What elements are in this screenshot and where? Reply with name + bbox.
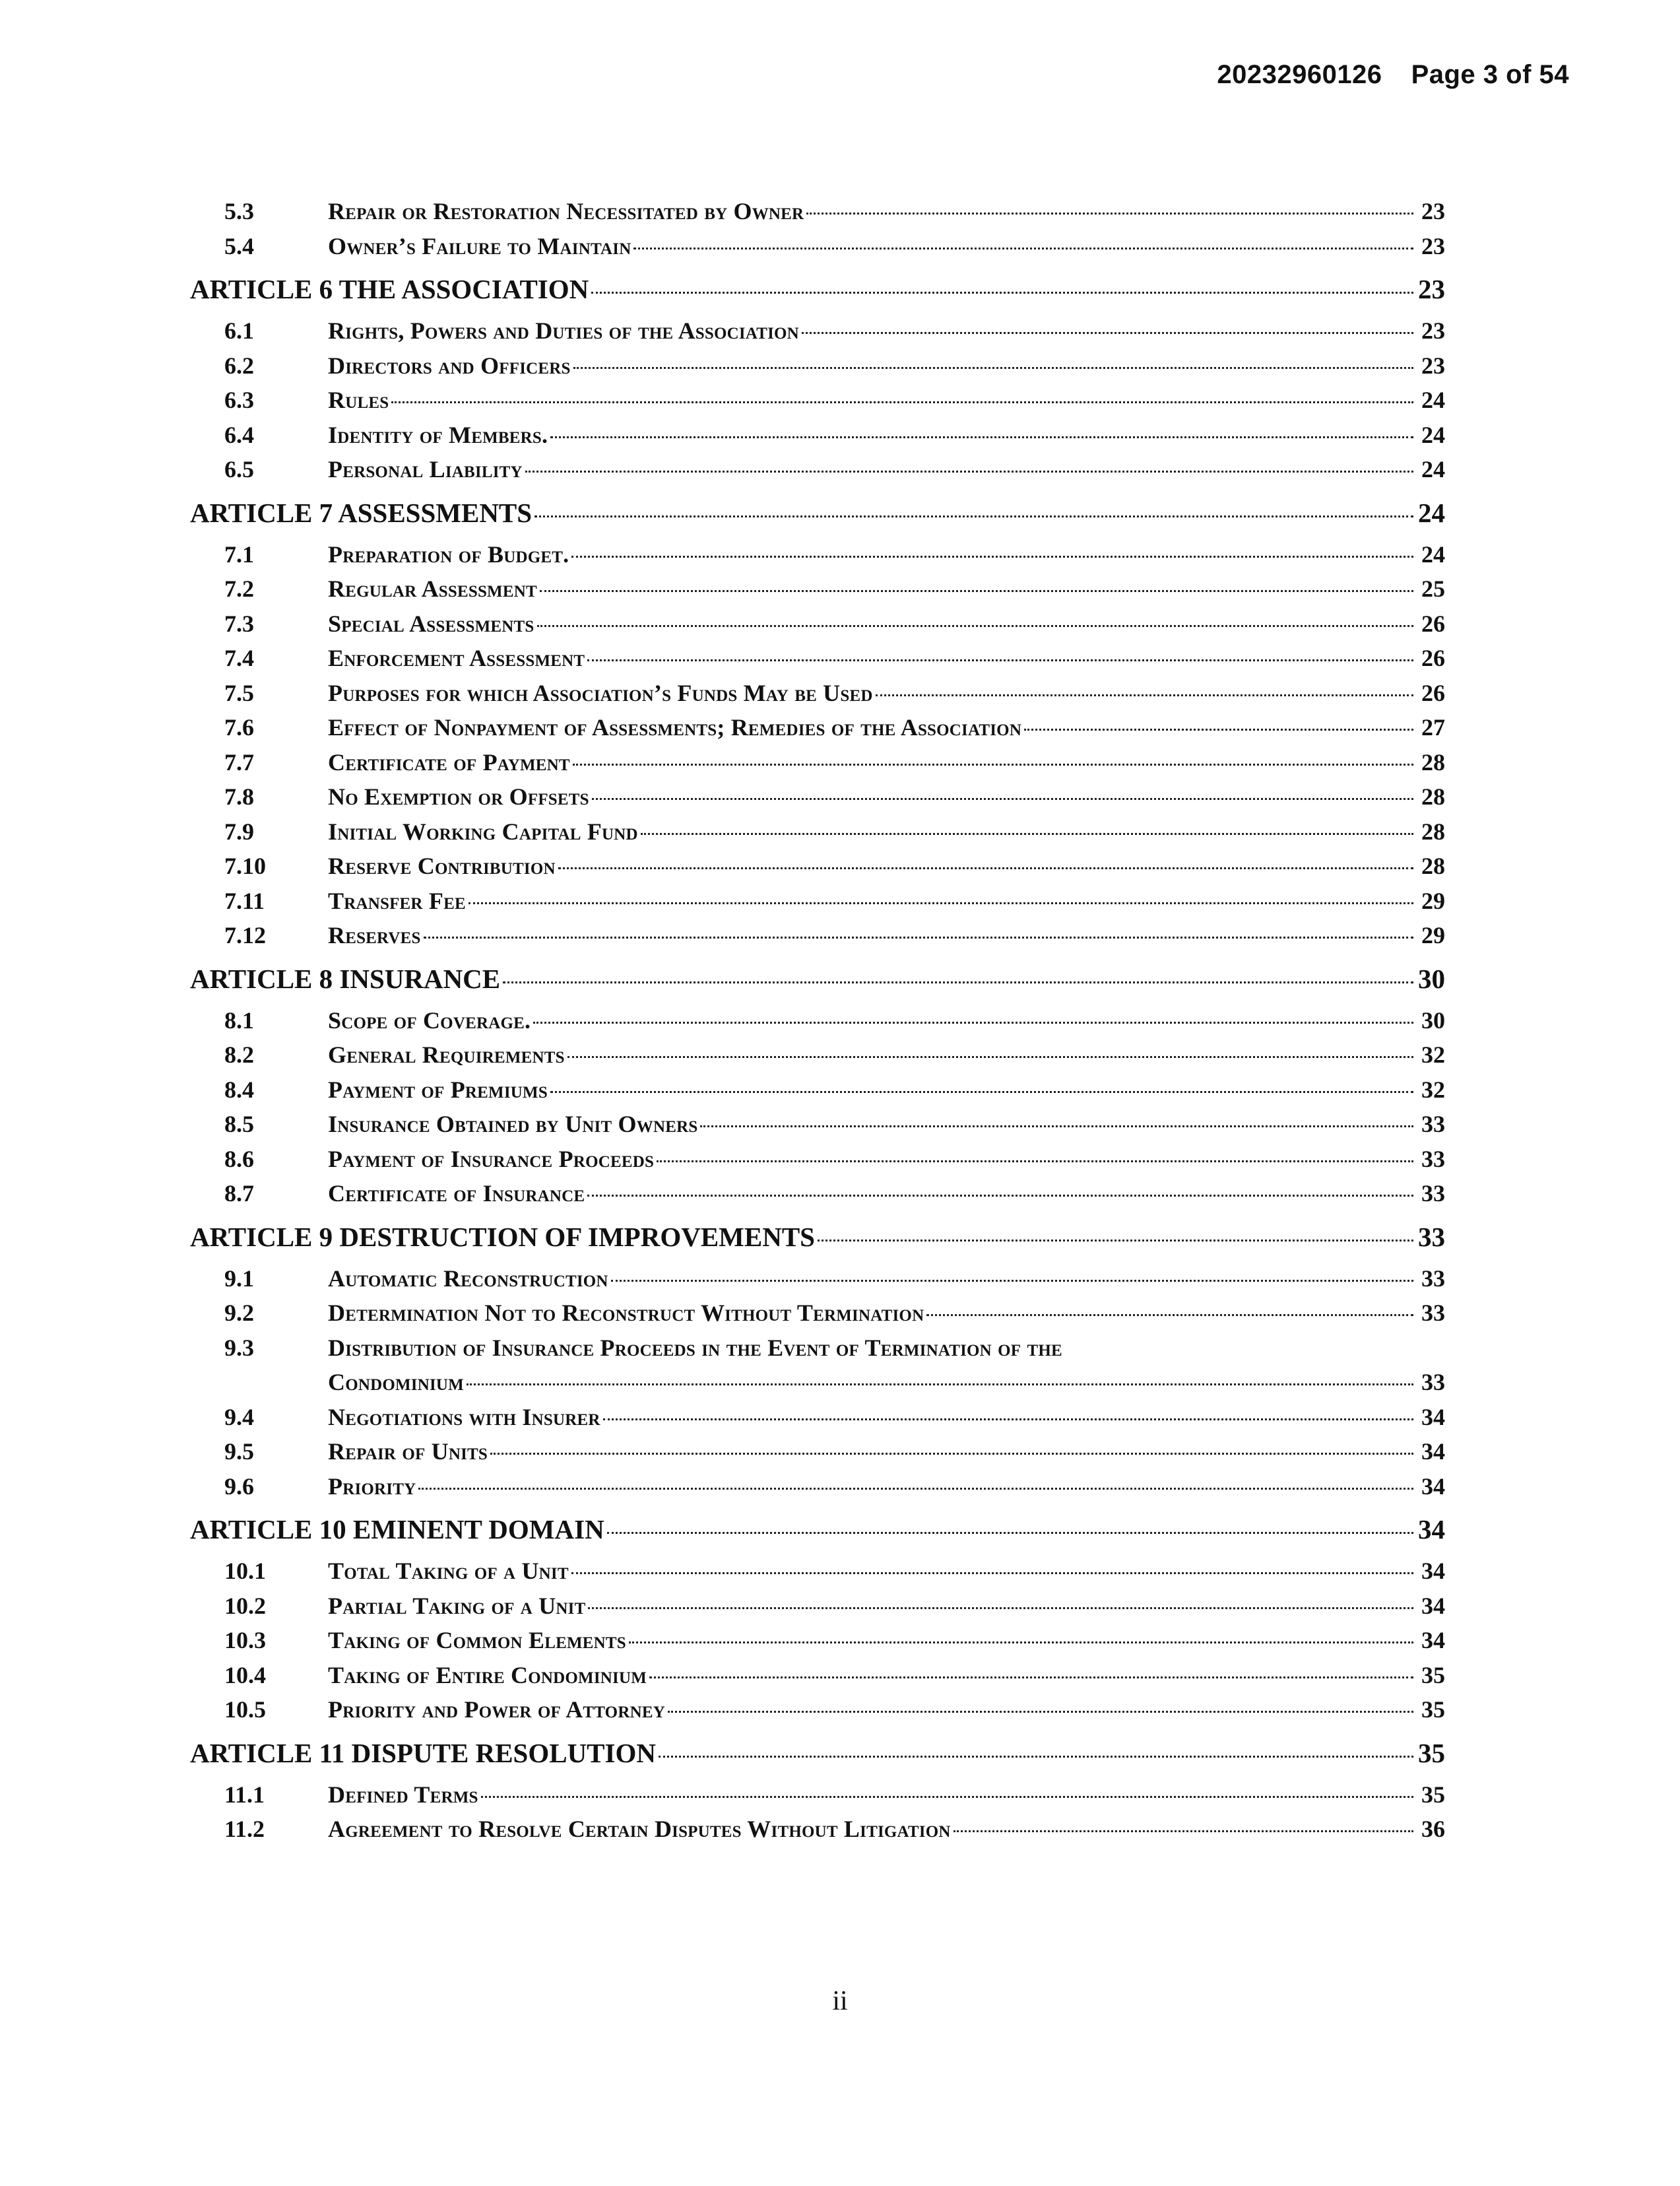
section-number: 7.2 <box>224 576 254 602</box>
toc-section-entry[interactable] <box>190 1296 1445 1331</box>
section-number: 7.8 <box>224 783 254 810</box>
section-page-number: 34 <box>1421 1403 1445 1430</box>
section-title: Agreement to Resolve Certain Disputes Without Litigation <box>328 1816 951 1842</box>
section-page-number: 23 <box>1421 232 1445 259</box>
dot-leader <box>668 1711 1413 1713</box>
toc-section-entry[interactable] <box>190 314 1445 348</box>
toc-section-entry[interactable] <box>190 1261 1445 1296</box>
section-title: Regular Assessment <box>328 576 537 602</box>
section-title: Scope of Coverage. <box>328 1007 531 1034</box>
toc-section-entry[interactable] <box>190 1400 1445 1435</box>
section-title: Reserve Contribution <box>328 853 556 879</box>
section-title: Distribution of Insurance Proceeds in the Event of Termination of the <box>328 1334 1062 1361</box>
section-number: 5.4 <box>224 232 254 259</box>
page-footer <box>0 1985 1680 2017</box>
section-number: 7.9 <box>224 818 254 845</box>
section-title: Automatic Reconstruction <box>328 1265 608 1292</box>
section-title: Payment of Insurance Proceeds <box>328 1145 655 1172</box>
dot-leader <box>490 1453 1413 1455</box>
section-title: Insurance Obtained by Unit Owners <box>328 1111 698 1137</box>
section-page-number: 26 <box>1421 679 1445 706</box>
toc-section-entry[interactable] <box>190 537 1445 572</box>
section-page-number: 23 <box>1421 198 1445 224</box>
section-page-number: 28 <box>1421 748 1445 776</box>
section-number: 8.4 <box>224 1076 254 1103</box>
section-title: Reserves <box>328 922 421 948</box>
dot-leader <box>802 332 1413 334</box>
toc-section-entry[interactable] <box>190 1107 1445 1142</box>
dot-leader <box>588 1607 1413 1609</box>
toc-section-entry[interactable] <box>190 1176 1445 1211</box>
section-title: Priority and Power of Attorney <box>328 1696 665 1723</box>
section-title: Personal Liability <box>328 456 523 482</box>
section-title: Preparation of Budget. <box>328 541 569 568</box>
section-number: 6.5 <box>224 456 254 482</box>
section-number: 7.7 <box>224 748 254 776</box>
section-page-number: 34 <box>1421 1558 1445 1584</box>
section-number: 10.2 <box>224 1592 266 1619</box>
toc-section-entry[interactable] <box>190 1142 1445 1177</box>
dot-leader <box>537 625 1414 627</box>
article-title: ARTICLE 7 ASSESSMENTS <box>190 497 533 528</box>
dot-leader <box>391 401 1413 403</box>
section-title: Certificate of Insurance <box>328 1180 585 1207</box>
section-number: 5.3 <box>224 198 254 224</box>
section-page-number: 34 <box>1421 1592 1445 1619</box>
dot-leader <box>641 833 1413 835</box>
section-title: Certificate of Payment <box>328 748 570 776</box>
section-number: 7.6 <box>224 714 254 741</box>
section-page-number: 24 <box>1421 387 1445 413</box>
dot-leader <box>607 1532 1413 1534</box>
section-title: Rights, Powers and Duties of the Association <box>328 317 799 344</box>
toc-section-entry[interactable] <box>190 641 1445 676</box>
section-title: Directors and Officers <box>328 352 571 379</box>
toc-article-heading[interactable] <box>190 496 1445 529</box>
dot-leader <box>592 798 1413 800</box>
section-number: 8.2 <box>224 1042 254 1068</box>
toc-section-entry[interactable] <box>190 348 1445 383</box>
section-page-number: 35 <box>1421 1696 1445 1723</box>
dot-leader <box>550 436 1413 438</box>
toc-section-entry[interactable] <box>190 745 1445 780</box>
dot-leader <box>424 937 1413 939</box>
dot-leader <box>467 1383 1413 1385</box>
section-number: 9.4 <box>224 1403 254 1430</box>
section-number: 7.12 <box>224 922 266 948</box>
section-title: General Requirements <box>328 1042 565 1068</box>
dot-leader <box>571 556 1413 558</box>
section-title: Transfer Fee <box>328 887 466 914</box>
dot-leader <box>611 1280 1413 1282</box>
section-page-number: 33 <box>1421 1145 1445 1172</box>
article-page-number: 23 <box>1418 274 1445 304</box>
dot-leader <box>533 1022 1413 1024</box>
dot-leader <box>525 471 1413 473</box>
dot-leader <box>953 1830 1413 1832</box>
section-page-number: 28 <box>1421 853 1445 879</box>
toc-section-entry[interactable] <box>190 1554 1445 1589</box>
dot-leader <box>540 590 1413 592</box>
section-number: 9.3 <box>224 1334 254 1361</box>
section-number: 10.4 <box>224 1661 266 1688</box>
toc-article-heading[interactable] <box>190 962 1445 995</box>
section-page-number: 26 <box>1421 610 1445 637</box>
section-number: 7.11 <box>224 887 265 914</box>
section-title: Defined Terms <box>328 1781 478 1808</box>
toc-section-entry[interactable] <box>190 1331 1445 1400</box>
section-title: No Exemption or Offsets <box>328 783 589 810</box>
section-title: Priority <box>328 1473 416 1500</box>
toc-section-entry[interactable] <box>190 1073 1445 1108</box>
section-number: 9.6 <box>224 1473 254 1500</box>
dot-leader <box>567 1056 1413 1058</box>
toc-section-entry[interactable] <box>190 1589 1445 1624</box>
dot-leader <box>818 1240 1413 1242</box>
section-number: 9.1 <box>224 1265 254 1292</box>
toc-section-entry[interactable] <box>190 710 1445 745</box>
dot-leader <box>468 902 1413 904</box>
dot-leader <box>558 867 1413 869</box>
dot-leader <box>587 659 1413 661</box>
section-page-number: 26 <box>1421 645 1445 671</box>
dot-leader <box>806 213 1413 215</box>
dot-leader <box>876 694 1413 696</box>
toc-section-entry[interactable] <box>190 572 1445 607</box>
article-title: ARTICLE 10 EMINENT DOMAIN <box>190 1514 604 1544</box>
dot-leader <box>926 1314 1413 1316</box>
section-page-number: 32 <box>1421 1076 1445 1103</box>
toc-section-entry[interactable] <box>190 849 1445 884</box>
section-page-number: 34 <box>1421 1627 1445 1653</box>
article-page-number: 34 <box>1418 1514 1445 1544</box>
toc-section-entry[interactable] <box>190 194 1445 229</box>
dot-leader <box>603 1418 1413 1420</box>
dot-leader <box>573 367 1413 369</box>
toc-section-entry[interactable] <box>190 1434 1445 1469</box>
toc-section-entry[interactable] <box>190 1003 1445 1038</box>
toc-section-entry[interactable] <box>190 1469 1445 1504</box>
dot-leader <box>649 1676 1413 1678</box>
dot-leader <box>1024 729 1413 731</box>
section-title: Determination Not to Reconstruct Without Termination <box>328 1300 924 1326</box>
section-title: Negotiations with Insurer <box>328 1403 600 1430</box>
dot-leader <box>591 292 1413 294</box>
section-number: 8.5 <box>224 1111 254 1137</box>
toc-article-heading[interactable] <box>190 273 1445 306</box>
section-title: Taking of Common Elements <box>328 1627 626 1653</box>
toc-section-entry[interactable] <box>190 779 1445 814</box>
toc-section-entry[interactable] <box>190 607 1445 642</box>
section-title: Rules <box>328 387 389 413</box>
section-title-continued: Condominium <box>328 1369 464 1395</box>
section-page-number: 35 <box>1421 1781 1445 1808</box>
section-number: 6.3 <box>224 387 254 413</box>
toc-section-entry[interactable] <box>190 229 1445 264</box>
toc-section-entry[interactable] <box>190 814 1445 849</box>
section-page-number: 34 <box>1421 1473 1445 1500</box>
toc-section-entry[interactable] <box>190 1038 1445 1073</box>
dot-leader <box>481 1796 1413 1798</box>
dot-leader <box>503 981 1413 983</box>
section-title: Owner’s Failure to Maintain <box>328 232 631 259</box>
dot-leader <box>659 1756 1413 1758</box>
section-page-number: 33 <box>1421 1265 1445 1292</box>
dot-leader <box>534 515 1413 517</box>
section-number: 9.2 <box>224 1300 254 1326</box>
document-number: 20232960126 <box>1217 60 1382 89</box>
section-title: Total Taking of a Unit <box>328 1558 569 1584</box>
section-title: Identity of Members. <box>328 421 548 448</box>
section-page-number: 33 <box>1421 1300 1445 1326</box>
article-title: ARTICLE 8 INSURANCE <box>190 963 501 994</box>
section-number: 8.1 <box>224 1007 254 1034</box>
dot-leader <box>587 1195 1413 1197</box>
section-number: 8.6 <box>224 1145 254 1172</box>
section-page-number: 27 <box>1421 714 1445 741</box>
section-page-number: 24 <box>1421 541 1445 568</box>
section-page-number: 33 <box>1421 1369 1445 1395</box>
section-page-number: 35 <box>1421 1661 1445 1688</box>
section-number: 9.5 <box>224 1438 254 1465</box>
section-title: Special Assessments <box>328 610 534 637</box>
section-number: 7.1 <box>224 541 254 568</box>
section-title: Effect of Nonpayment of Assessments; Remedies of the Association <box>328 714 1022 741</box>
section-number: 6.2 <box>224 352 254 379</box>
section-number: 10.1 <box>224 1558 266 1584</box>
section-page-number: 28 <box>1421 783 1445 810</box>
dot-leader <box>418 1488 1413 1490</box>
section-title: Partial Taking of a Unit <box>328 1592 586 1619</box>
section-title: Payment of Premiums <box>328 1076 548 1103</box>
section-number: 7.4 <box>224 645 254 671</box>
section-number: 6.4 <box>224 421 254 448</box>
dot-leader <box>550 1091 1413 1093</box>
toc-section-entry[interactable] <box>190 1812 1445 1847</box>
article-page-number: 35 <box>1418 1737 1445 1768</box>
section-title: Purposes for which Association’s Funds May be Used <box>328 679 873 706</box>
section-page-number: 34 <box>1421 1438 1445 1465</box>
toc-section-entry[interactable] <box>190 1623 1445 1658</box>
toc-article-heading[interactable] <box>190 1737 1445 1770</box>
section-title: Enforcement Assessment <box>328 645 585 671</box>
dot-leader <box>657 1160 1413 1162</box>
section-number: 11.1 <box>224 1781 265 1808</box>
page-indicator: Page 3 of 54 <box>1411 60 1569 89</box>
toc-section-entry[interactable] <box>190 918 1445 953</box>
section-number: 11.2 <box>224 1816 265 1842</box>
section-page-number: 24 <box>1421 456 1445 482</box>
section-page-number: 29 <box>1421 887 1445 914</box>
section-page-number: 33 <box>1421 1111 1445 1137</box>
toc-section-entry[interactable] <box>190 452 1445 487</box>
section-page-number: 23 <box>1421 317 1445 344</box>
section-page-number: 30 <box>1421 1007 1445 1034</box>
section-number: 6.1 <box>224 317 254 344</box>
section-page-number: 28 <box>1421 818 1445 845</box>
section-number: 7.10 <box>224 853 266 879</box>
dot-leader <box>573 764 1413 766</box>
section-number: 7.3 <box>224 610 254 637</box>
section-page-number: 33 <box>1421 1180 1445 1207</box>
dot-leader <box>571 1572 1413 1574</box>
toc-section-entry[interactable] <box>190 1658 1445 1693</box>
section-number: 10.5 <box>224 1696 266 1723</box>
section-page-number: 36 <box>1421 1816 1445 1842</box>
article-page-number: 33 <box>1418 1221 1445 1252</box>
page-header <box>1202 30 1569 90</box>
toc-article-heading[interactable] <box>190 1220 1445 1253</box>
section-number: 10.3 <box>224 1627 266 1653</box>
section-title: Repair or Restoration Necessitated by Owner <box>328 198 804 224</box>
section-title: Repair of Units <box>328 1438 488 1465</box>
section-page-number: 32 <box>1421 1042 1445 1068</box>
section-title: Taking of Entire Condominium <box>328 1661 647 1688</box>
toc-section-entry[interactable] <box>190 1692 1445 1727</box>
toc-section-entry[interactable] <box>190 383 1445 418</box>
toc-section-entry[interactable] <box>190 1777 1445 1812</box>
article-title: ARTICLE 11 DISPUTE RESOLUTION <box>190 1737 656 1768</box>
dot-leader <box>633 248 1413 249</box>
section-number: 8.7 <box>224 1180 254 1207</box>
section-page-number: 23 <box>1421 352 1445 379</box>
article-page-number: 30 <box>1418 963 1445 994</box>
article-title: ARTICLE 6 THE ASSOCIATION <box>190 274 589 304</box>
section-page-number: 25 <box>1421 576 1445 602</box>
table-of-contents <box>190 194 1445 1847</box>
section-page-number: 24 <box>1421 421 1445 448</box>
dot-leader <box>700 1125 1413 1127</box>
footer-page-number: ii <box>832 1986 848 2016</box>
toc-section-entry[interactable] <box>190 418 1445 453</box>
section-page-number: 29 <box>1421 922 1445 948</box>
toc-article-heading[interactable] <box>190 1513 1445 1546</box>
section-title: Initial Working Capital Fund <box>328 818 638 845</box>
toc-section-entry[interactable] <box>190 676 1445 711</box>
section-number: 7.5 <box>224 679 254 706</box>
article-title: ARTICLE 9 DESTRUCTION OF IMPROVEMENTS <box>190 1221 815 1252</box>
dot-leader <box>629 1641 1413 1643</box>
article-page-number: 24 <box>1418 497 1445 528</box>
toc-section-entry[interactable] <box>190 884 1445 919</box>
